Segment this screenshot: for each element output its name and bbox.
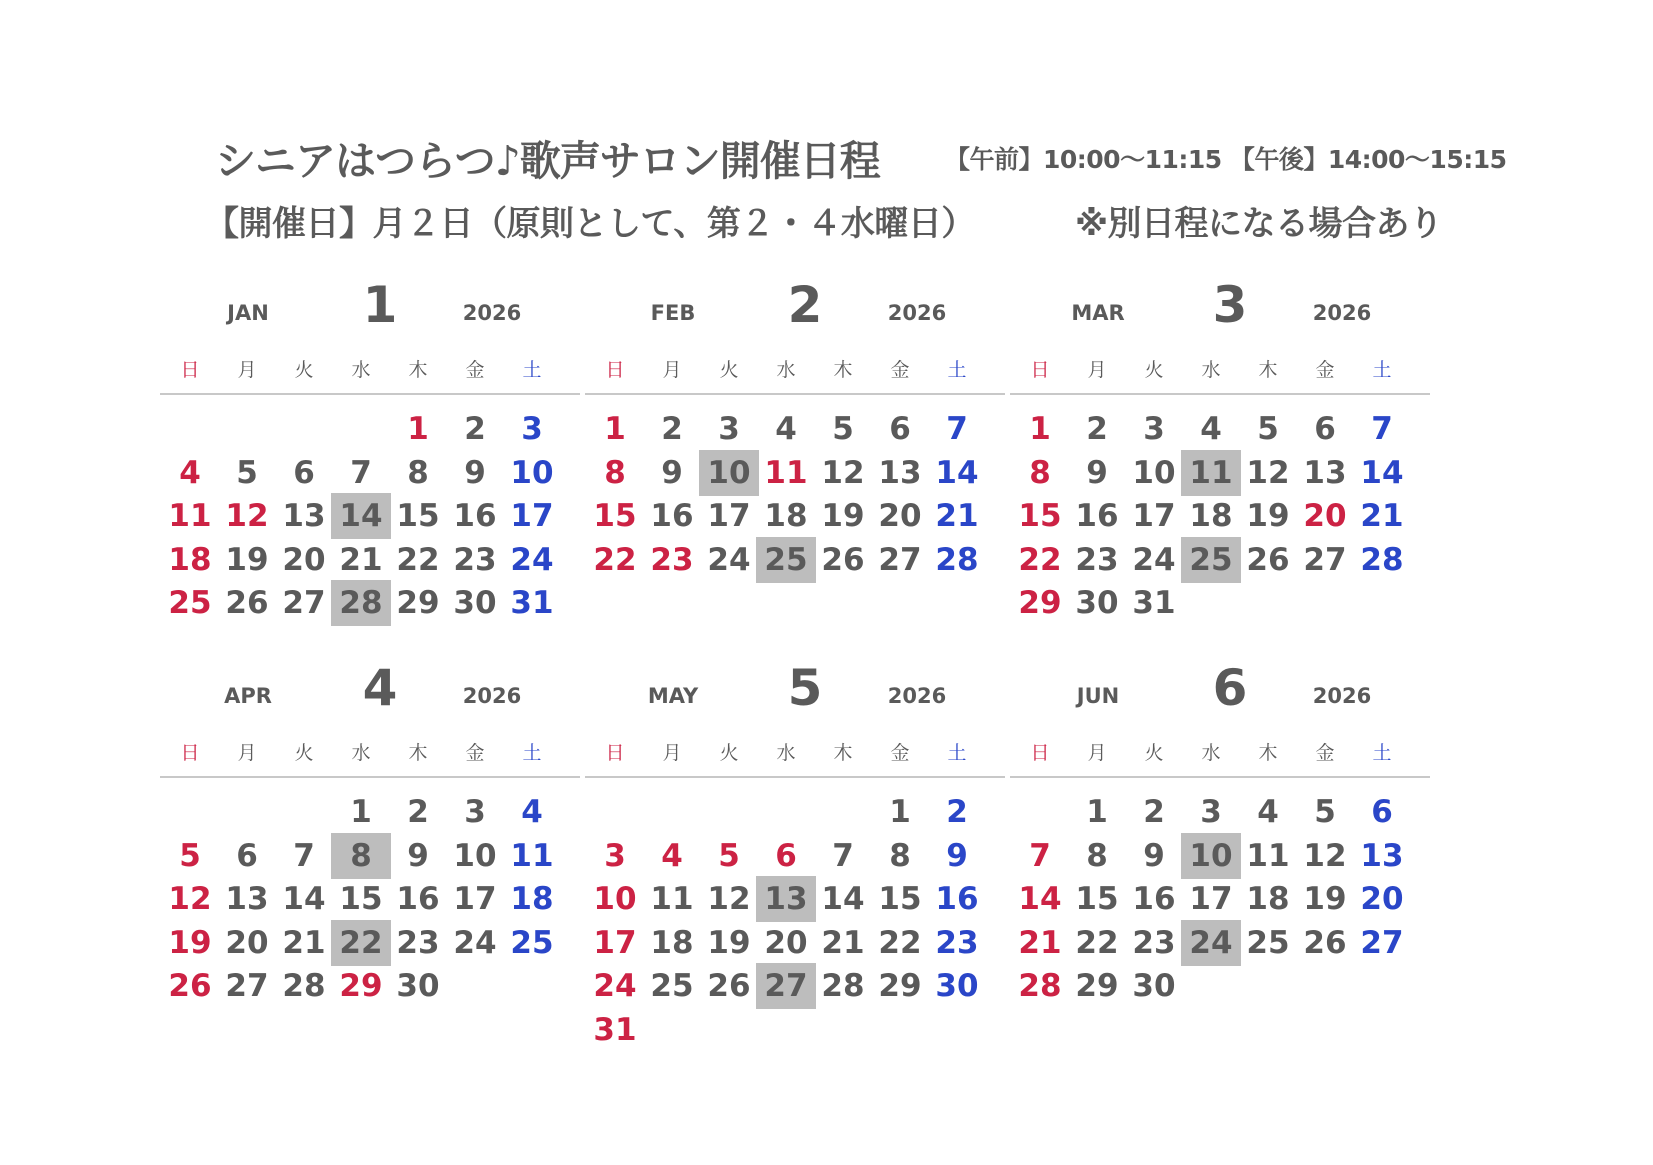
day-cell: 21: [282, 924, 326, 961]
day-cell: 29: [339, 968, 383, 1004]
day-cell: 5: [1314, 794, 1336, 830]
page-title: シニアはつらつ♪歌声サロン開催日程: [215, 137, 880, 185]
day-cell: 30: [935, 968, 979, 1004]
day-cell: 3: [1143, 411, 1165, 447]
day-cell: 15: [593, 498, 637, 534]
weekday-label: 土: [947, 742, 967, 764]
month-year: 2026: [462, 684, 522, 708]
day-cell: 8: [604, 454, 626, 491]
day-cell: 12: [1303, 837, 1347, 874]
month-number: 1: [362, 276, 398, 334]
day-cell: 19: [225, 541, 269, 578]
day-cell: 27: [878, 541, 922, 578]
day-cell: 11: [650, 881, 694, 917]
day-cell: 14: [935, 454, 979, 491]
day-cell: 26: [821, 541, 865, 578]
day-cell: 18: [168, 541, 212, 578]
day-cell: 19: [707, 924, 751, 961]
day-cell: 12: [707, 881, 751, 917]
salon-day-cell: 27: [756, 963, 816, 1009]
month-jan: [160, 275, 580, 665]
day-cell: 2: [407, 794, 429, 830]
weekday-label: 月: [1087, 742, 1107, 764]
weekday-label: 日: [605, 742, 625, 764]
header-divider: [585, 393, 1005, 395]
day-cell: 2: [464, 411, 486, 447]
weekday-label: 日: [180, 742, 200, 764]
day-cell: 26: [1303, 924, 1347, 961]
day-cell: 16: [650, 498, 694, 534]
weekday-label: 木: [833, 359, 853, 381]
weekday-label: 木: [833, 742, 853, 764]
month-year: 2026: [1312, 684, 1372, 708]
day-cell: 25: [650, 968, 694, 1004]
salon-day-cell: 24: [1181, 920, 1241, 966]
day-cell: 28: [282, 968, 326, 1004]
day-cell: 4: [179, 454, 201, 491]
day-cell: 27: [1303, 541, 1347, 578]
salon-day-cell: 25: [756, 537, 816, 583]
header-divider: [1010, 776, 1430, 778]
day-cell: 12: [225, 498, 269, 534]
day-cell: 28: [935, 541, 979, 578]
month-feb: [585, 275, 1005, 665]
day-cell: 8: [889, 837, 911, 874]
day-cell: 9: [1143, 837, 1165, 874]
day-cell: 1: [889, 794, 911, 830]
day-cell: 14: [1360, 454, 1404, 491]
day-cell: 30: [1132, 968, 1176, 1004]
day-cell: 13: [878, 454, 922, 491]
weekday-label: 日: [180, 359, 200, 381]
day-cell: 1: [407, 411, 429, 447]
day-cell: 2: [661, 411, 683, 447]
weekday-label: 月: [662, 359, 682, 381]
weekday-header: [585, 738, 1005, 768]
salon-day-cell: 8: [331, 833, 391, 879]
day-cell: 17: [453, 881, 497, 917]
month-abbr: MAR: [1071, 301, 1125, 325]
day-cell: 5: [718, 837, 740, 874]
day-cell: 22: [1075, 924, 1119, 961]
month-jun: [1010, 658, 1430, 1048]
month-abbr: MAY: [647, 684, 699, 708]
weekday-label: 火: [294, 742, 314, 764]
weekday-label: 木: [1258, 742, 1278, 764]
day-cell: 2: [1086, 411, 1108, 447]
day-cell: 16: [396, 881, 440, 917]
day-cell: 4: [521, 794, 543, 830]
weekday-label: 金: [1315, 742, 1335, 764]
month-year: 2026: [462, 301, 522, 325]
day-cell: 8: [407, 454, 429, 491]
day-cell: 28: [1360, 541, 1404, 578]
day-cell: 26: [168, 968, 212, 1004]
day-cell: 17: [707, 498, 751, 534]
day-cell: 2: [946, 794, 968, 830]
day-cell: 28: [1018, 968, 1062, 1004]
day-cell: 9: [946, 837, 968, 874]
day-cell: 6: [1314, 411, 1336, 447]
day-cell: 24: [1132, 541, 1176, 578]
day-cell: 11: [510, 837, 554, 874]
header-divider: [160, 393, 580, 395]
weekday-label: 金: [1315, 359, 1335, 381]
weekday-label: 金: [890, 742, 910, 764]
day-cell: 12: [168, 881, 212, 917]
day-cell: 22: [396, 541, 440, 578]
weekday-label: 火: [719, 359, 739, 381]
day-cell: 19: [821, 498, 865, 534]
weekday-label: 日: [605, 359, 625, 381]
day-cell: 31: [1132, 585, 1176, 621]
schedule-note: ※別日程になる場合あり: [1075, 204, 1443, 244]
day-cell: 27: [282, 585, 326, 621]
salon-day-cell: 13: [756, 876, 816, 922]
day-cell: 31: [593, 1011, 637, 1048]
day-cell: 25: [1246, 924, 1290, 961]
weekday-label: 月: [1087, 359, 1107, 381]
day-cell: 11: [1246, 837, 1290, 874]
session-hours: 【午前】10:00～11:15 【午後】14:00～15:15: [945, 145, 1507, 174]
month-abbr: JAN: [227, 301, 269, 325]
weekday-label: 月: [237, 742, 257, 764]
day-cell: 5: [236, 454, 258, 491]
salon-day-cell: 11: [1181, 450, 1241, 496]
day-cell: 23: [1075, 541, 1119, 578]
weekday-label: 木: [408, 742, 428, 764]
day-cell: 4: [1200, 411, 1222, 447]
day-cell: 29: [1018, 585, 1062, 621]
day-cell: 9: [464, 454, 486, 491]
weekday-label: 水: [1201, 742, 1221, 764]
day-cell: 7: [832, 837, 854, 874]
month-year: 2026: [887, 684, 947, 708]
day-cell: 20: [878, 498, 922, 534]
day-cell: 30: [1075, 585, 1119, 621]
weekday-label: 金: [465, 742, 485, 764]
weekday-label: 木: [1258, 359, 1278, 381]
day-cell: 4: [1257, 794, 1279, 830]
salon-day-cell: 14: [331, 493, 391, 539]
day-cell: 16: [1075, 498, 1119, 534]
day-cell: 20: [225, 924, 269, 961]
day-cell: 13: [1360, 837, 1404, 874]
salon-day-cell: 10: [699, 450, 759, 496]
day-cell: 12: [821, 454, 865, 491]
weekday-label: 水: [1201, 359, 1221, 381]
salon-day-cell: 10: [1181, 833, 1241, 879]
weekday-label: 火: [719, 742, 739, 764]
day-cell: 18: [764, 498, 808, 534]
day-cell: 19: [1303, 881, 1347, 917]
day-cell: 1: [1029, 411, 1051, 447]
month-number: 5: [787, 659, 823, 717]
day-cell: 31: [510, 585, 554, 621]
weekday-header: [585, 355, 1005, 385]
month-year: 2026: [887, 301, 947, 325]
day-cell: 10: [453, 837, 497, 874]
day-cell: 1: [350, 794, 372, 830]
month-number: 2: [787, 276, 823, 334]
weekday-label: 火: [1144, 742, 1164, 764]
day-cell: 13: [225, 881, 269, 917]
day-cell: 22: [1018, 541, 1062, 578]
day-cell: 10: [1132, 454, 1176, 491]
month-number: 4: [362, 659, 398, 717]
day-cell: 7: [1371, 411, 1393, 447]
day-cell: 19: [1246, 498, 1290, 534]
day-cell: 6: [889, 411, 911, 447]
day-cell: 9: [407, 837, 429, 874]
day-cell: 6: [775, 837, 797, 874]
month-year: 2026: [1312, 301, 1372, 325]
day-cell: 13: [282, 498, 326, 534]
weekday-label: 土: [1372, 742, 1392, 764]
weekday-label: 水: [351, 359, 371, 381]
day-cell: 15: [1075, 881, 1119, 917]
day-cell: 18: [1189, 498, 1233, 534]
day-cell: 11: [168, 498, 212, 534]
month-apr: [160, 658, 580, 1048]
day-cell: 4: [775, 411, 797, 447]
day-cell: 29: [1075, 968, 1119, 1004]
day-cell: 30: [396, 968, 440, 1004]
weekday-header: [1010, 355, 1430, 385]
day-cell: 30: [453, 585, 497, 621]
month-abbr: APR: [224, 684, 272, 708]
day-cell: 21: [339, 541, 383, 578]
weekday-label: 水: [351, 742, 371, 764]
day-cell: 7: [350, 454, 372, 491]
day-cell: 24: [593, 968, 637, 1004]
day-cell: 8: [1029, 454, 1051, 491]
month-number: 3: [1212, 276, 1248, 334]
day-cell: 20: [282, 541, 326, 578]
day-cell: 9: [661, 454, 683, 491]
header-divider: [1010, 393, 1430, 395]
day-cell: 1: [1086, 794, 1108, 830]
day-cell: 8: [1086, 837, 1108, 874]
title-row: [215, 128, 1505, 188]
weekday-label: 土: [947, 359, 967, 381]
day-cell: 23: [396, 924, 440, 961]
day-cell: 23: [453, 541, 497, 578]
day-cell: 3: [1200, 794, 1222, 830]
weekday-header: [1010, 738, 1430, 768]
day-cell: 22: [878, 924, 922, 961]
day-cell: 6: [236, 837, 258, 874]
day-cell: 19: [168, 924, 212, 961]
day-cell: 14: [1018, 881, 1062, 917]
day-cell: 17: [1132, 498, 1176, 534]
day-cell: 10: [593, 881, 637, 917]
day-cell: 21: [1360, 498, 1404, 534]
day-cell: 18: [1246, 881, 1290, 917]
day-cell: 16: [453, 498, 497, 534]
day-cell: 4: [661, 837, 683, 874]
weekday-label: 火: [1144, 359, 1164, 381]
day-cell: 28: [821, 968, 865, 1004]
day-cell: 21: [1018, 924, 1062, 961]
day-cell: 6: [293, 454, 315, 491]
day-cell: 6: [1371, 794, 1393, 830]
day-cell: 21: [935, 498, 979, 534]
day-cell: 20: [1360, 881, 1404, 917]
month-abbr: FEB: [650, 301, 696, 325]
salon-day-cell: 25: [1181, 537, 1241, 583]
day-cell: 7: [293, 837, 315, 874]
day-cell: 26: [707, 968, 751, 1004]
day-cell: 20: [764, 924, 808, 961]
weekday-header: [160, 738, 580, 768]
weekday-label: 日: [1030, 742, 1050, 764]
day-cell: 7: [946, 411, 968, 447]
day-cell: 5: [832, 411, 854, 447]
month-number: 6: [1212, 659, 1248, 717]
day-cell: 24: [453, 924, 497, 961]
day-cell: 22: [593, 541, 637, 578]
weekday-label: 金: [890, 359, 910, 381]
weekday-label: 月: [237, 359, 257, 381]
day-cell: 27: [1360, 924, 1404, 961]
day-cell: 18: [650, 924, 694, 961]
salon-day-cell: 28: [331, 580, 391, 626]
day-cell: 15: [396, 498, 440, 534]
day-cell: 11: [764, 454, 808, 491]
day-cell: 23: [1132, 924, 1176, 961]
day-cell: 20: [1303, 498, 1347, 534]
day-cell: 14: [821, 881, 865, 917]
day-cell: 3: [604, 837, 626, 874]
day-cell: 29: [878, 968, 922, 1004]
day-cell: 18: [510, 881, 554, 917]
day-cell: 3: [464, 794, 486, 830]
weekday-label: 木: [408, 359, 428, 381]
day-cell: 25: [510, 924, 554, 961]
day-cell: 26: [225, 585, 269, 621]
weekday-label: 火: [294, 359, 314, 381]
day-cell: 24: [510, 541, 554, 578]
day-cell: 17: [593, 924, 637, 961]
weekday-label: 月: [662, 742, 682, 764]
day-cell: 3: [521, 411, 543, 447]
header-divider: [160, 776, 580, 778]
day-cell: 1: [604, 411, 626, 447]
weekday-label: 金: [465, 359, 485, 381]
day-cell: 5: [1257, 411, 1279, 447]
day-cell: 5: [179, 837, 201, 874]
day-cell: 7: [1029, 837, 1051, 874]
day-cell: 15: [339, 881, 383, 917]
day-cell: 15: [1018, 498, 1062, 534]
day-cell: 29: [396, 585, 440, 621]
day-cell: 13: [1303, 454, 1347, 491]
day-cell: 3: [718, 411, 740, 447]
header-divider: [585, 776, 1005, 778]
day-cell: 23: [650, 541, 694, 578]
weekday-label: 土: [522, 359, 542, 381]
day-cell: 12: [1246, 454, 1290, 491]
day-cell: 24: [707, 541, 751, 578]
day-cell: 10: [510, 454, 554, 491]
day-cell: 16: [935, 881, 979, 917]
day-cell: 21: [821, 924, 865, 961]
day-cell: 23: [935, 924, 979, 961]
day-cell: 25: [168, 585, 212, 621]
month-mar: [1010, 275, 1430, 665]
weekday-label: 日: [1030, 359, 1050, 381]
day-cell: 17: [1189, 881, 1233, 917]
weekday-label: 土: [522, 742, 542, 764]
day-cell: 16: [1132, 881, 1176, 917]
day-cell: 14: [282, 881, 326, 917]
weekday-label: 水: [776, 742, 796, 764]
weekday-label: 水: [776, 359, 796, 381]
weekday-header: [160, 355, 580, 385]
day-cell: 15: [878, 881, 922, 917]
weekday-label: 土: [1372, 359, 1392, 381]
day-cell: 9: [1086, 454, 1108, 491]
month-abbr: JUN: [1076, 684, 1120, 708]
month-may: [585, 658, 1005, 1048]
day-cell: 27: [225, 968, 269, 1004]
day-cell: 17: [510, 498, 554, 534]
salon-day-cell: 22: [331, 920, 391, 966]
schedule-rule: 【開催日】月２日（原則として、第２・４水曜日）: [205, 204, 975, 244]
day-cell: 2: [1143, 794, 1165, 830]
day-cell: 26: [1246, 541, 1290, 578]
